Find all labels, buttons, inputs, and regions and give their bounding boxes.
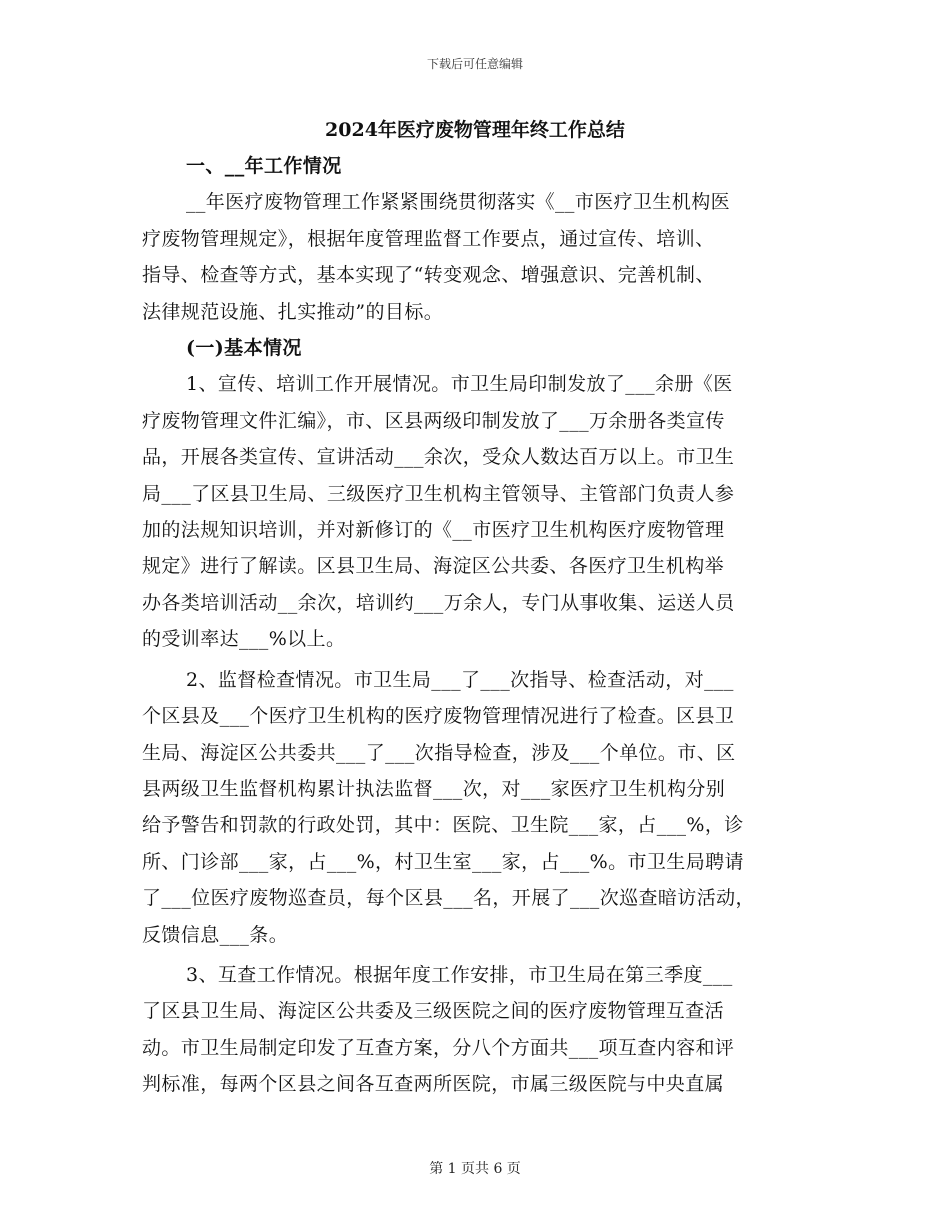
- document-body: [142, 148, 812, 1103]
- paragraph-line: 疗废物管理文件汇编》，市、区县两级印制发放了___万余册各类宣传: [142, 409, 725, 432]
- paragraph-3: [142, 957, 812, 1103]
- paragraph-line: 给予警告和罚款的行政处罚，其中：医院、卫生院___家，占___%，诊: [142, 814, 744, 837]
- paragraph-2: [142, 662, 812, 953]
- paragraph-line: 反馈信息___条。: [142, 923, 289, 946]
- paragraph-line: 生局、海淀区公共委共___了___次指导检查，涉及___个单位。市、区: [142, 741, 736, 764]
- paragraph-line: 规定》进行了解读。区县卫生局、海淀区公共委、各医疗卫生机构举: [142, 555, 725, 578]
- paragraph-line: 县两级卫生监督机构累计执法监督___次，对___家医疗卫生机构分别: [142, 777, 726, 800]
- paragraph-line: 个区县及___个医疗卫生机构的医疗废物管理情况进行了检查。区县卫: [142, 705, 735, 728]
- paragraph-line: 品，开展各类宣传、宣讲活动___余次，受众人数达百万以上。市卫生: [142, 446, 735, 469]
- paragraph-line: 3、互查工作情况。根据年度工作安排，市卫生局在第三季度___: [186, 963, 733, 986]
- section-heading-2: (一)基本情况: [186, 337, 302, 360]
- paragraph-line: 动。市卫生局制定印发了互查方案，分八个方面共___项互查内容和评: [142, 1036, 735, 1059]
- document-title: 2024年医疗废物管理年终工作总结: [325, 119, 625, 141]
- paragraph-line: 指导、检查等方式，基本实现了“转变观念、增强意识、完善机制、: [142, 264, 715, 287]
- paragraph-line: __年医疗废物管理工作紧紧围绕贯彻落实《__市医疗卫生机构医: [186, 191, 731, 214]
- paragraph-line: 1、宣传、培训工作开展情况。市卫生局印制发放了___余册《医: [186, 373, 733, 396]
- header-note: 下载后可任意编辑: [426, 57, 523, 71]
- paragraph-line: 的受训率达___%以上。: [142, 628, 346, 651]
- paragraph-line: 了区县卫生局、海淀区公共委及三级医院之间的医疗废物管理互查活: [142, 1000, 725, 1023]
- page-footer: 第 1 页共 6 页: [429, 1161, 521, 1177]
- paragraph-line: 办各类培训活动__余次，培训约___万余人，专门从事收集、运送人员: [142, 591, 735, 614]
- paragraph-line: 2、监督检查情况。市卫生局___了___次指导、检查活动，对___: [186, 668, 734, 691]
- paragraph-line: 加的法规知识培训，并对新修订的《__市医疗卫生机构医疗废物管理: [142, 519, 725, 542]
- paragraph-line: 法律规范设施、扎实推动”的目标。: [142, 300, 444, 323]
- paragraph-intro: [142, 184, 812, 330]
- paragraph-1: [142, 366, 812, 657]
- paragraph-line: 判标准，每两个区县之间各互查两所医院，市属三级医院与中央直属: [142, 1073, 725, 1096]
- paragraph-line: 局___了区县卫生局、三级医疗卫生机构主管领导、主管部门负责人参: [142, 482, 735, 505]
- section-heading-1: 一、__年工作情况: [186, 155, 342, 177]
- paragraph-line: 疗废物管理规定》，根据年度管理监督工作要点，通过宣传、培训、: [142, 227, 715, 250]
- paragraph-line: 了___位医疗废物巡查员，每个区县___名，开展了___次巡查暗访活动，: [142, 887, 755, 910]
- paragraph-line: 所、门诊部___家，占___%，村卫生室___家，占___%。市卫生局聘请: [142, 850, 744, 873]
